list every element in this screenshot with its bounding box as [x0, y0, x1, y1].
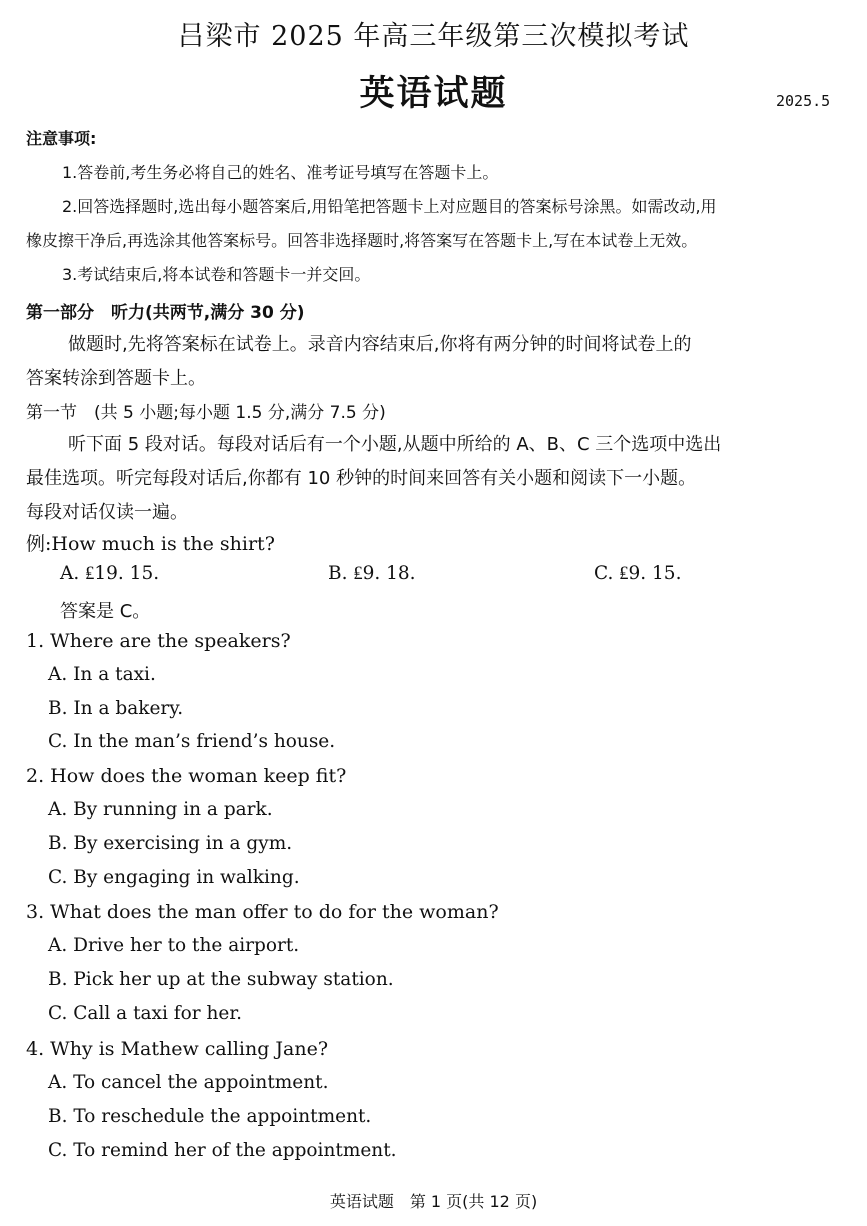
notice-item-2-line-1: 2.回答选择题时,选出每小题答案后,用铅笔把答题卡上对应题目的答案标号涂黑。如需改动,用 — [62, 197, 717, 216]
example-question: 例:How much is the shirt? — [26, 533, 275, 555]
exam-title: 吕梁市 2025 年高三年级第三次模拟考试 — [177, 21, 690, 52]
notice-item-3: 3.考试结束后,将本试卷和答题卡一并交回。 — [62, 265, 371, 284]
subject-title: 英语试题 — [359, 74, 508, 114]
notice-heading: 注意事项: — [26, 129, 97, 148]
section1-intro-line-2: 最佳选项。听完每段对话后,你都有 10 秒钟的时间来回答有关小题和阅读下一小题。 — [26, 468, 697, 489]
exam-date: 2025.5 — [776, 92, 831, 110]
part1-intro-line-1: 做题时,先将答案标在试卷上。录音内容结束后,你将有两分钟的时间将试卷上的 — [68, 334, 692, 355]
question-2-option-b: B. By exercising in a gym. — [48, 833, 293, 854]
question-2-stem: 2. How does the woman keep fit? — [26, 765, 347, 787]
question-4-option-b: B. To reschedule the appointment. — [48, 1106, 372, 1127]
section1-intro-line-1: 听下面 5 段对话。每段对话后有一个小题,从题中所给的 A、B、C 三个选项中选出 — [68, 434, 722, 455]
question-4-option-c: C. To remind her of the appointment. — [48, 1140, 397, 1161]
example-option-a: A. ₤19. 15. — [60, 563, 160, 584]
question-1-option-c: C. In the man’s friend’s house. — [48, 731, 336, 752]
question-3-stem: 3. What does the man offer to do for the woman? — [26, 901, 499, 923]
section1-intro-line-3: 每段对话仅读一遍。 — [26, 502, 188, 523]
question-2-option-c: C. By engaging in walking. — [48, 867, 300, 888]
question-1-option-a: A. In a taxi. — [48, 664, 156, 685]
part1-heading: 第一部分 听力(共两节,满分 30 分) — [26, 303, 305, 323]
example-option-b: B. ₤9. 18. — [328, 563, 416, 584]
example-option-c: C. ₤9. 15. — [594, 563, 682, 584]
question-2-option-a: A. By running in a park. — [48, 799, 273, 820]
section1-heading: 第一节 (共 5 小题;每小题 1.5 分,满分 7.5 分) — [26, 403, 386, 423]
question-3-option-c: C. Call a taxi for her. — [48, 1003, 243, 1024]
notice-item-2-line-2: 橡皮擦干净后,再选涂其他答案标号。回答非选择题时,将答案写在答题卡上,写在本试卷上无效。 — [26, 231, 698, 250]
question-3-option-b: B. Pick her up at the subway station. — [48, 969, 394, 990]
page-footer: 英语试题 第 1 页(共 12 页) — [329, 1192, 538, 1211]
question-4-stem: 4. Why is Mathew calling Jane? — [26, 1038, 329, 1060]
question-1-option-b: B. In a bakery. — [48, 698, 184, 719]
question-1-stem: 1. Where are the speakers? — [26, 630, 291, 652]
notice-item-1: 1.答卷前,考生务必将自己的姓名、准考证号填写在答题卡上。 — [62, 163, 499, 182]
question-4-option-a: A. To cancel the appointment. — [48, 1072, 329, 1093]
part1-intro-line-2: 答案转涂到答题卡上。 — [26, 368, 206, 389]
question-3-option-a: A. Drive her to the airport. — [48, 935, 300, 956]
example-answer: 答案是 C。 — [60, 601, 151, 622]
